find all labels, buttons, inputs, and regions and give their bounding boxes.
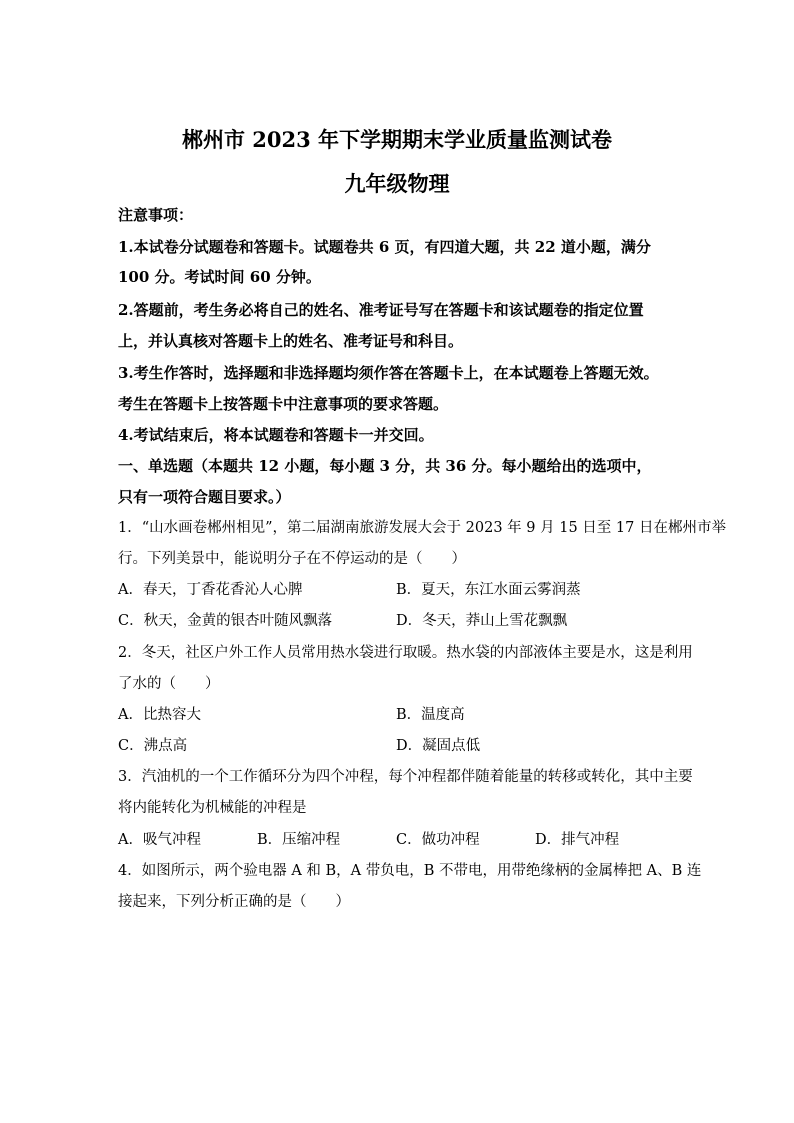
section-heading: 只有一项符合题目要求。） — [118, 488, 291, 506]
question-1-option-d: D．冬天，莽山上雪花飘飘 — [396, 613, 568, 629]
question-2-stem: 2．冬天，社区户外工作人员常用热水袋进行取暖。热水袋的内部液体主要是水，这是利用 — [118, 645, 693, 661]
question-2-option-c: C．沸点高 — [118, 738, 188, 754]
question-2-option-d: D．凝固点低 — [396, 738, 481, 754]
question-3-option-b: B．压缩冲程 — [257, 832, 341, 848]
question-3-option-d: D．排气冲程 — [535, 832, 620, 848]
question-1-option-b: B．夏天，东江水面云雾润蒸 — [396, 582, 581, 598]
notice-line: 2.答题前，考生务必将自己的姓名、准考证号写在答题卡和该试题卷的指定位置 — [118, 301, 644, 319]
section-heading: 一、单选题（本题共 12 小题，每小题 3 分，共 36 分。每小题给出的选项中， — [118, 457, 652, 475]
question-1-stem: 行。下列美景中，能说明分子在不停运动的是（ ） — [118, 551, 466, 567]
notice-line: 3.考生作答时，选择题和非选择题均须作答在答题卡上，在本试题卷上答题无效。 — [118, 364, 659, 382]
notice-line: 100 分。考试时间 60 分钟。 — [118, 268, 321, 286]
notice-heading: 注意事项： — [118, 206, 194, 224]
question-4-stem: 接起来，下列分析正确的是（ ） — [118, 894, 350, 910]
question-2-option-a: A．比热容大 — [118, 707, 201, 723]
question-1-option-a: A．春天，丁香花香沁人心脾 — [118, 582, 303, 598]
question-1-option-c: C．秋天，金黄的银杏叶随风飘落 — [118, 613, 333, 629]
page-title: 郴州市 2023 年下学期期末学业质量监测试卷 — [181, 127, 613, 152]
question-1-stem: 1．“山水画卷郴州相见”，第二届湖南旅游发展大会于 2023 年 9 月 15 日至 17 日在郴州市举 — [118, 520, 726, 536]
question-3-option-c: C．做功冲程 — [396, 832, 480, 848]
question-2-stem: 了水的（ ） — [118, 676, 220, 692]
notice-line: 1.本试卷分试题卷和答题卡。试题卷共 6 页，有四道大题，共 22 道小题，满分 — [118, 238, 651, 256]
question-4-stem: 4．如图所示，两个验电器 A 和 B，A 带负电，B 不带电，用带绝缘柄的金属棒把 A、B 连 — [118, 863, 702, 879]
question-3-stem: 将内能转化为机械能的冲程是 — [118, 800, 307, 816]
question-3-option-a: A．吸气冲程 — [118, 832, 201, 848]
question-3-stem: 3．汽油机的一个工作循环分为四个冲程，每个冲程都伴随着能量的转移或转化，其中主要 — [118, 769, 693, 785]
notice-line: 上，并认真核对答题卡上的姓名、准考证号和科目。 — [118, 332, 464, 350]
question-2-option-b: B．温度高 — [396, 707, 465, 723]
notice-line: 考生在答题卡上按答题卡中注意事项的要求答题。 — [118, 395, 449, 413]
page-subtitle: 九年级物理 — [344, 171, 450, 196]
notice-line: 4.考试结束后，将本试题卷和答题卡一并交回。 — [118, 426, 434, 444]
